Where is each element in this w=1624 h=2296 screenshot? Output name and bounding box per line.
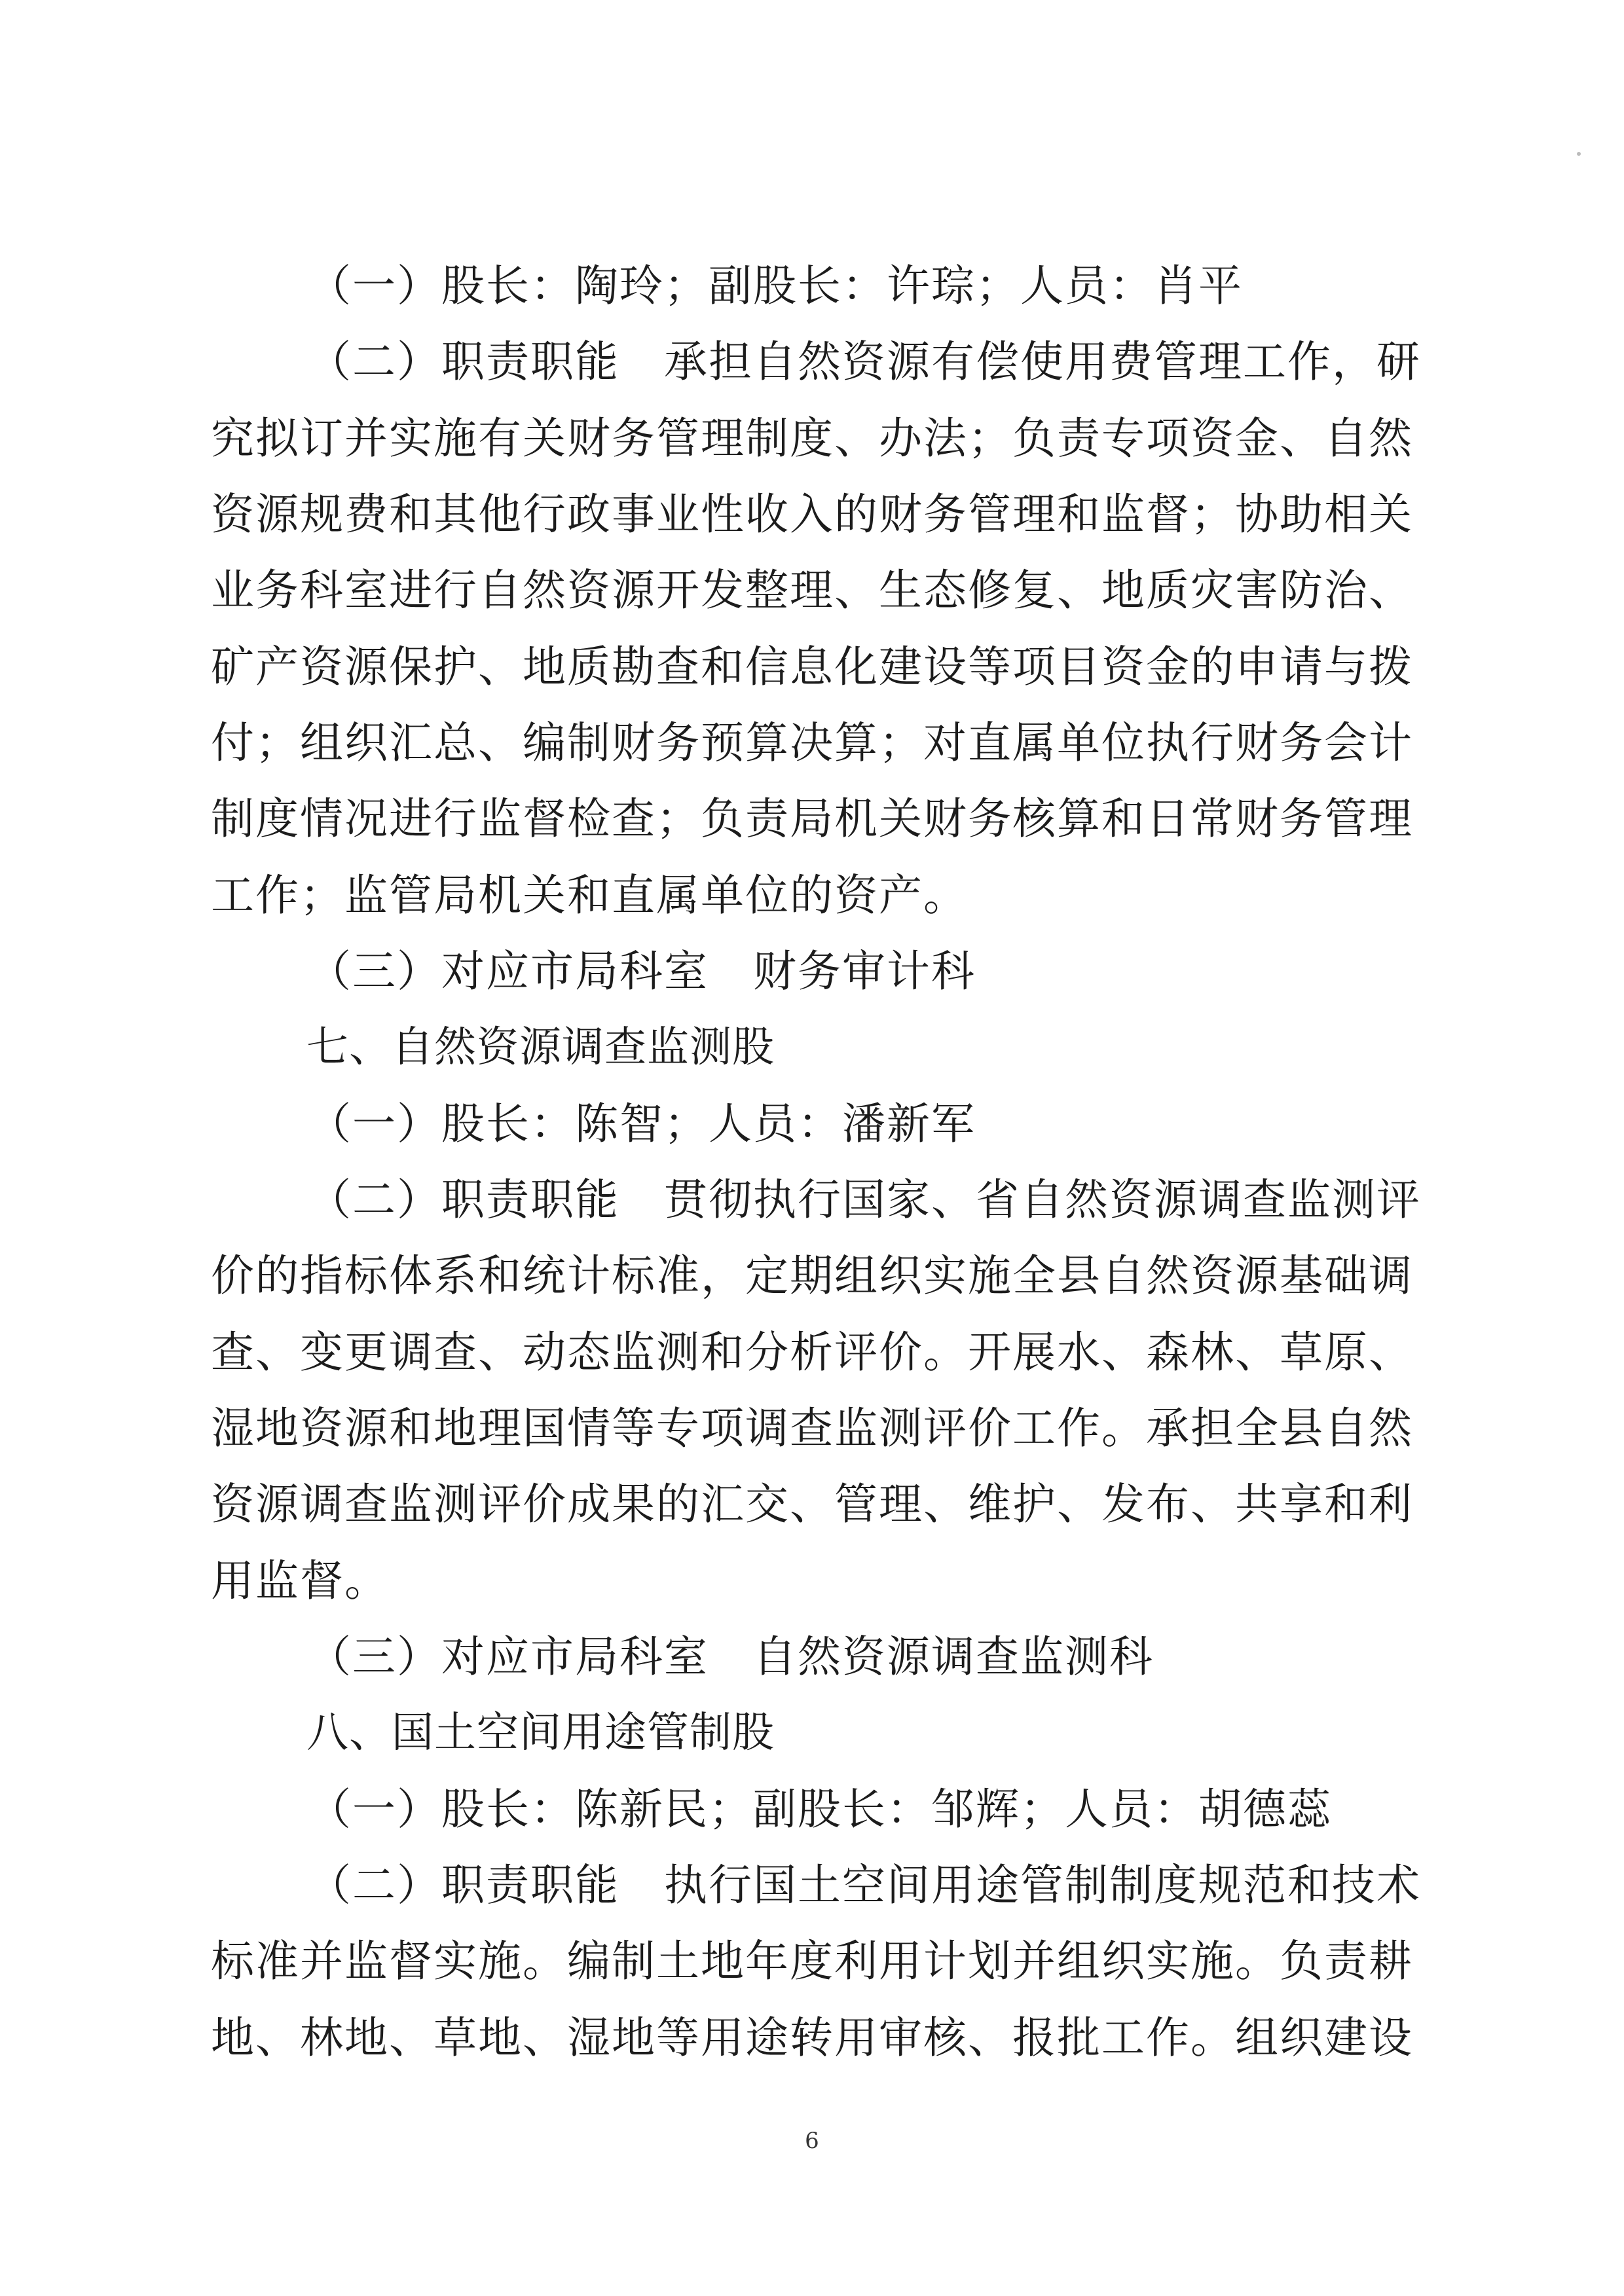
section-7-duties-line-1: （二）职责职能 贯彻执行国家、省自然资源调查监测评 bbox=[308, 1175, 1421, 1225]
section-7-duties-line-3: 查、变更调查、动态监测和分析评价。开展水、森林、草原、 bbox=[211, 1327, 1413, 1377]
section-7-staff-line: （一）股长：陈智；人员：潘新军 bbox=[308, 1099, 976, 1149]
section-7-heading: 七、自然资源调查监测股 bbox=[306, 1023, 775, 1072]
section-8-staff-line: （一）股长：陈新民；副股长：邹辉；人员：胡德蕊 bbox=[308, 1784, 1332, 1834]
section-7-counterpart-line: （三）对应市局科室 自然资源调查监测科 bbox=[308, 1631, 1154, 1682]
section-7-duties-line-4: 湿地资源和地理国情等专项调查监测评价工作。承担全县自然 bbox=[211, 1403, 1413, 1453]
section-6-staff-line: （一）股长：陶玲；副股长：许琮；人员：肖平 bbox=[308, 261, 1243, 311]
section-6-duties-line-4: 业务科室进行自然资源开发整理、生态修复、地质灾害防治、 bbox=[211, 565, 1413, 615]
section-7-duties-line-6: 用监督。 bbox=[211, 1556, 389, 1606]
section-8-duties-line-1: （二）职责职能 执行国土空间用途管制制度规范和技术 bbox=[308, 1860, 1421, 1910]
section-8-duties-line-3: 地、林地、草地、湿地等用途转用审核、报批工作。组织建设 bbox=[211, 2013, 1413, 2063]
section-6-duties-line-1: （二）职责职能 承担自然资源有偿使用费管理工作，研 bbox=[308, 337, 1421, 387]
section-6-counterpart-line: （三）对应市局科室 财务审计科 bbox=[308, 946, 976, 996]
section-6-duties-line-7: 制度情况进行监督检查；负责局机关财务核算和日常财务管理 bbox=[211, 793, 1413, 844]
section-7-duties-line-2: 价的指标体系和统计标准，定期组织实施全县自然资源基础调 bbox=[211, 1250, 1413, 1301]
scan-speck bbox=[1577, 152, 1581, 156]
section-8-heading: 八、国土空间用途管制股 bbox=[306, 1709, 775, 1757]
section-6-duties-line-8: 工作；监管局机关和直属单位的资产。 bbox=[211, 870, 968, 920]
section-8-duties-line-2: 标准并监督实施。编制土地年度利用计划并组织实施。负责耕 bbox=[211, 1936, 1413, 1986]
section-6-duties-line-3: 资源规费和其他行政事业性收入的财务管理和监督；协助相关 bbox=[211, 489, 1413, 539]
section-7-duties-line-5: 资源调查监测评价成果的汇交、管理、维护、发布、共享和利 bbox=[211, 1479, 1413, 1529]
page-number: 6 bbox=[805, 2128, 819, 2154]
section-6-duties-line-2: 究拟订并实施有关财务管理制度、办法；负责专项资金、自然 bbox=[211, 413, 1413, 464]
section-6-duties-line-6: 付；组织汇总、编制财务预算决算；对直属单位执行财务会计 bbox=[211, 718, 1413, 768]
section-6-duties-line-5: 矿产资源保护、地质勘查和信息化建设等项目资金的申请与拨 bbox=[211, 642, 1413, 692]
